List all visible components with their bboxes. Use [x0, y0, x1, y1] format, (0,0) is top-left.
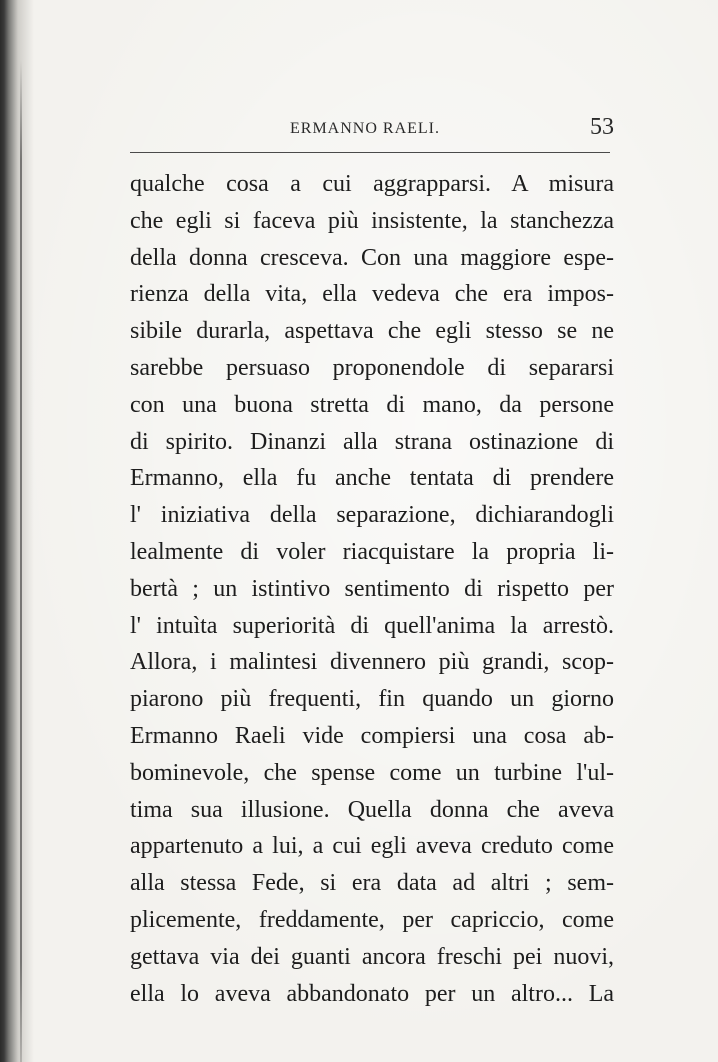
- text-line: l' intuìta superiorità di quell'anima la arrestò.: [130, 612, 614, 639]
- text-line: sibile durarla, aspettava che egli stesso se ne: [130, 318, 614, 345]
- running-title: ERMANNO RAELI.: [290, 120, 440, 137]
- binding-edge: [0, 0, 34, 1062]
- text-line: rienza della vita, ella vedeva che era impos-: [130, 281, 614, 308]
- text-line: sarebbe persuaso proponendole di separarsi: [130, 354, 614, 381]
- text-line: bominevole, che spense come un turbine l'ul-: [130, 759, 614, 786]
- text-line: tima sua illusione. Quella donna che aveva: [130, 796, 614, 823]
- text-line: Ermanno, ella fu anche tentata di prendere: [130, 465, 614, 492]
- text-line: che egli si faceva più insistente, la stanchezza: [130, 207, 614, 234]
- page-number: 53: [590, 114, 614, 140]
- text-line: di spirito. Dinanzi alla strana ostinazione di: [130, 428, 614, 455]
- text-line: Allora, i malintesi divennero più grandi, scop-: [130, 649, 614, 676]
- text-line: Ermanno Raeli vide compiersi una cosa ab-: [130, 722, 614, 749]
- text-line: della donna cresceva. Con una maggiore espe-: [130, 244, 614, 271]
- text-line: plicemente, freddamente, per capriccio, come: [130, 906, 614, 933]
- text-line: ella lo aveva abbandonato per un altro... La: [130, 980, 614, 1007]
- body-text: [130, 166, 614, 1012]
- text-line: qualche cosa a cui aggrapparsi. A misura: [130, 171, 614, 197]
- text-line: alla stessa Fede, si era data ad altri ; sem-: [130, 870, 614, 897]
- text-line: bertà ; un istintivo sentimento di rispetto per: [130, 575, 614, 602]
- text-line: piarono più frequenti, fin quando un giorno: [130, 686, 614, 713]
- text-line: gettava via dei guanti ancora freschi pei nuovi,: [130, 943, 614, 970]
- text-line: l' iniziativa della separazione, dichiarandogli: [130, 502, 614, 529]
- text-line: appartenuto a lui, a cui egli aveva creduto come: [130, 833, 614, 860]
- text-line: con una buona stretta di mano, da persone: [130, 391, 614, 418]
- page-header: [130, 108, 614, 148]
- binding-shadow-line: [20, 60, 22, 1062]
- header-rule: [130, 152, 610, 153]
- text-line: lealmente di voler riacquistare la propria li-: [130, 538, 614, 565]
